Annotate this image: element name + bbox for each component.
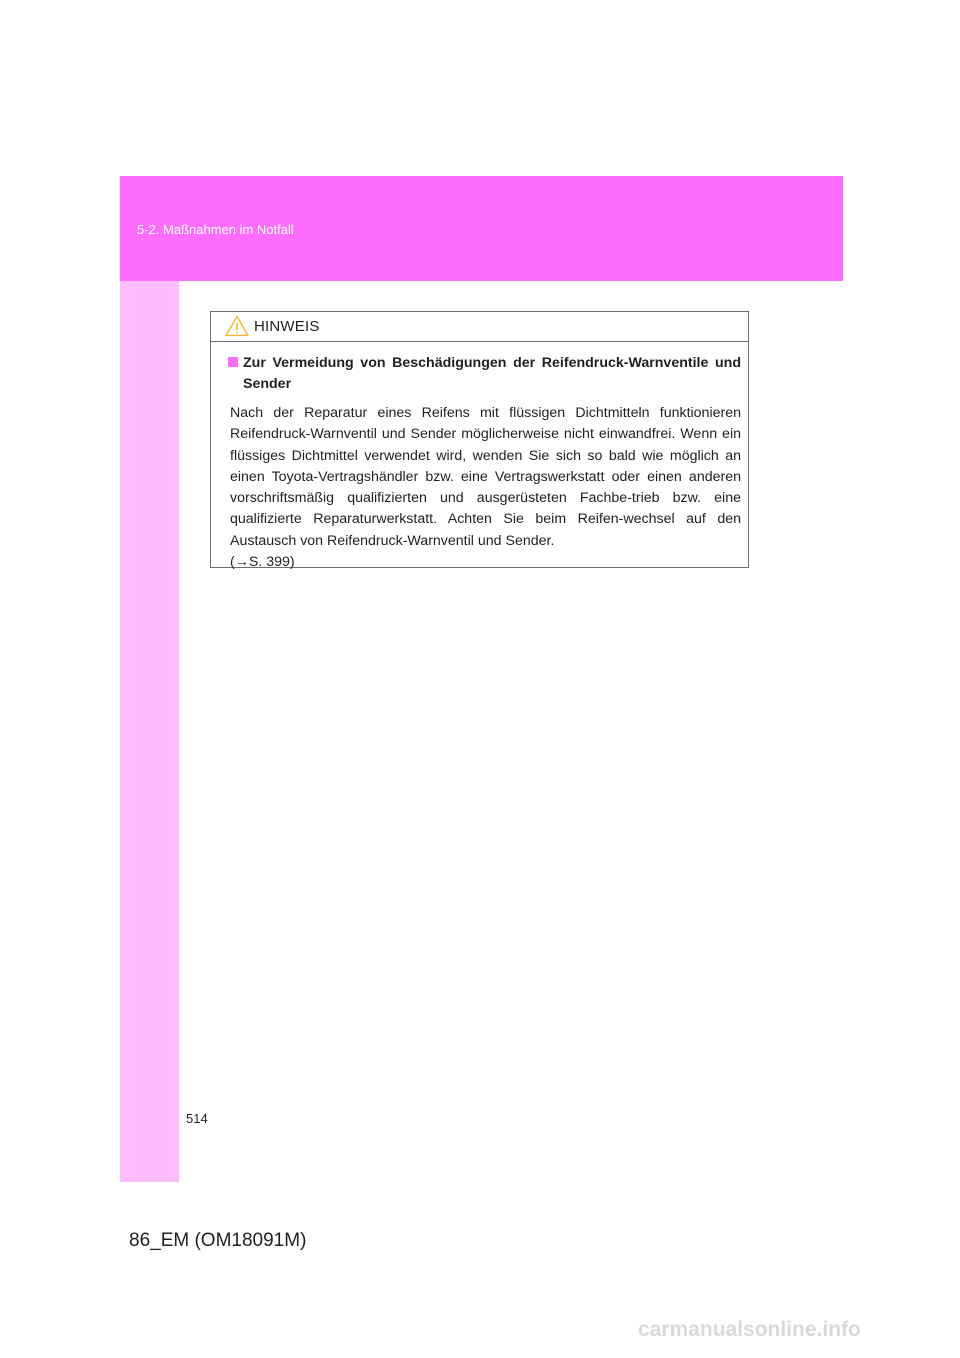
item-heading-text: Zur Vermeidung von Beschädigungen der Reifendruck-Warnventile und Sender <box>243 355 741 392</box>
note-content <box>211 353 748 573</box>
page-number: 514 <box>186 1111 208 1126</box>
note-title: HINWEIS <box>254 318 320 335</box>
warning-triangle-icon <box>225 315 249 337</box>
bullet-square-icon <box>228 357 238 367</box>
section-title: 5-2. Maßnahmen im Notfall <box>137 222 294 237</box>
note-box <box>210 311 749 571</box>
footer-code: 86_EM (OM18091M) <box>129 1230 307 1251</box>
page-reference: (→S. 399) <box>230 554 295 571</box>
item-heading <box>228 353 741 395</box>
note-header <box>211 312 748 342</box>
watermark: carmanualsonline.info <box>638 1318 861 1341</box>
item-body: Nach der Reparatur eines Reifens mit flüssigen Dichtmitteln funktionieren Reifendruck-Warnventil und Sender möglicherweise nicht einwandfrei. Wenn ein flüssiges Dichtmittel verwendet wird, wenden Sie sich so bald wie möglich an einen Toyota-Vertragshändler bzw. eine Vertragswerkstatt oder einen anderen vorschriftsmäßig qualifizierten und ausgerüsteten Fachbe-trieb bzw. eine qualifizierte Reparaturwerkstatt. Achten Sie beim Reifen-wechsel auf den Austausch von Reifendruck-Warnventil und Sender. <box>230 405 741 549</box>
side-strip <box>120 281 179 1182</box>
header-band <box>120 176 843 281</box>
